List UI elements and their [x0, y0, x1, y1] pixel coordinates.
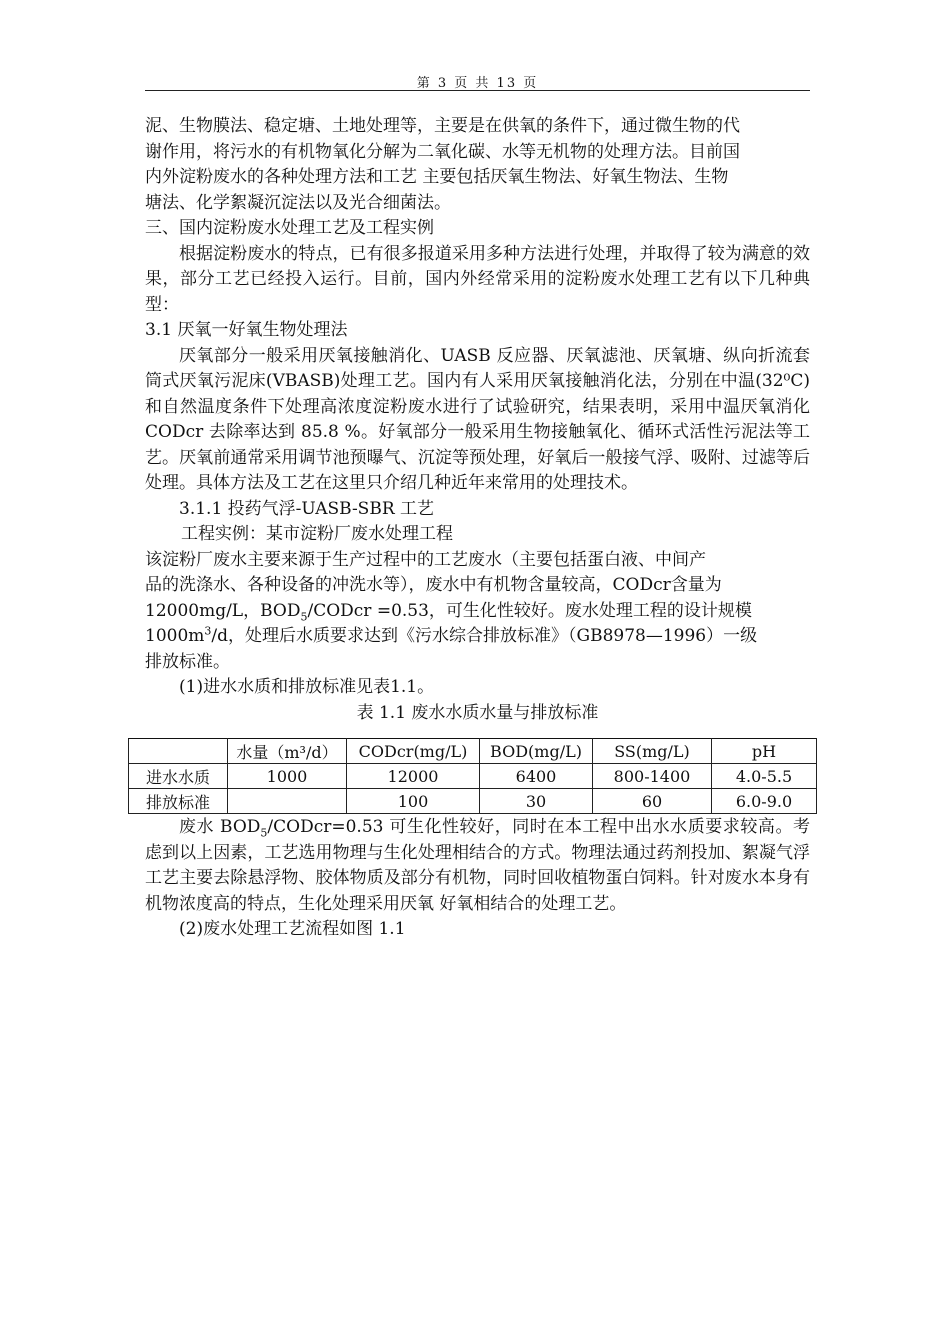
table-cell: 800-1400 [593, 764, 712, 789]
text-fragment: /d，处理后水质要求达到《污水综合排放标准》（GB8978—1996）一级 [211, 626, 758, 646]
paragraph-line [145, 599, 810, 625]
table-cell: 30 [480, 789, 593, 814]
superscript: 3 [204, 624, 212, 638]
water-quality-table [128, 738, 817, 814]
table-header-cell: CODcr(mg/L) [347, 739, 480, 764]
table-caption: 表 1.1 废水水质水量与排放标准 [356, 702, 599, 723]
document-body-continued [145, 815, 810, 943]
table-header-cell: SS(mg/L) [593, 739, 712, 764]
paragraph-line: 内外淀粉废水的各种处理方法和工艺 主要包括厌氧生物法、好氧生物法、生物 [145, 167, 729, 187]
table-cell: 12000 [347, 764, 480, 789]
subscript: 5 [300, 609, 308, 623]
table-cell: 1000 [228, 764, 347, 789]
subsection-heading: 3.1 厌氧一好氧生物处理法 [145, 320, 348, 340]
table-header-cell: pH [712, 739, 817, 764]
section-heading: 三、国内淀粉废水处理工艺及工程实例 [145, 218, 434, 238]
page-number-header: 第 3 页 共 13 页 [416, 76, 539, 91]
table-header-cell: BOD(mg/L) [480, 739, 593, 764]
paragraph-line: 塘法、化学絮凝沉淀法以及光合细菌法。 [145, 192, 451, 213]
table-cell: 100 [347, 789, 480, 814]
paragraph-line: 该淀粉厂废水主要来源于生产过程中的工艺废水（主要包括蛋白液、中间产 [145, 549, 706, 570]
paragraph: 厌氧部分一般采用厌氧接触消化、UASB 反应器、厌氧滤池、厌氧塘、纵向折流套筒式厌氧污泥床(VBASB)处理工艺。国内有人采用厌氧接触消化法，分别在中温(32⁰C)和自然温度条件下处理高浓度淀粉废水进行了试验研究，结果表明，采用中温厌氧消化CODcr 去除率达到 85.8 %。好氧部分一般采用生物接触氧化、循环式活性污泥法等工艺。厌氧前通常采用调节池预曝气、沉淀等预处理，好氧后一般接气浮、吸附、过滤等后处理。具体方法及工艺在这里只介绍几种近年来常用的处理技术。 [145, 345, 810, 493]
subsubsection-heading: 3.1.1 投药气浮-UASB-SBR 工艺 [179, 498, 435, 519]
table-cell: 60 [593, 789, 712, 814]
text-fragment: 废水 BOD [179, 817, 261, 837]
list-item: (2)废水处理工艺流程如图 1.1 [179, 919, 406, 939]
paragraph-line: 谢作用，将污水的有机物氧化分解为二氧化碳、水等无机物的处理方法。目前国 [145, 141, 740, 162]
paragraph-line [145, 624, 810, 650]
table-header-cell [129, 739, 228, 764]
table-cell: 4.0-5.5 [712, 764, 817, 789]
example-title: 工程实例：某市淀粉厂废水处理工程 [181, 524, 453, 544]
text-fragment: 12000mg/L，BOD [145, 600, 301, 621]
paragraph-line: 品的洗涤水、各种设备的冲洗水等），废水中有机物含量较高，CODcr含量为 [145, 575, 722, 595]
paragraph-line: 泥、生物膜法、稳定塘、土地处理等，主要是在供氧的条件下，通过微生物的代 [145, 116, 740, 136]
text-fragment: /CODcr=0.53 可生化性较好，同时在本工程中出水水质要求较高。考虑到以上因素，工艺选用物理与生化处理相结合的方式。物理法通过药剂投加、絮凝气浮工艺主要去除悬浮物、胶体物质及部分有机物，同时回收植物蛋白饲料。针对废水本身有机物浓度高的特点，生化处理采用厌氧 好氧相结合的处理工艺。 [145, 817, 810, 914]
table-row [129, 789, 817, 814]
paragraph: 根据淀粉废水的特点，已有很多报道采用多种方法进行处理，并取得了较为满意的效果，部分工艺已经投入运行。目前，国内外经常采用的淀粉废水处理工艺有以下几种典型： [145, 243, 810, 315]
table-cell: 进水水质 [129, 764, 228, 789]
paragraph [145, 815, 810, 917]
paragraph-line: 排放标准。 [145, 651, 230, 672]
list-item: (1)进水水质和排放标准见表1.1。 [179, 677, 435, 697]
text-fragment: 1000m [145, 626, 205, 646]
table-cell: 6400 [480, 764, 593, 789]
table-row [129, 764, 817, 789]
subscript: 5 [260, 826, 268, 840]
header-divider [145, 90, 810, 91]
table-cell: 6.0-9.0 [712, 789, 817, 814]
table-cell: 排放标准 [129, 789, 228, 814]
table-header-row [129, 739, 817, 764]
document-body [145, 114, 810, 726]
table-cell [228, 789, 347, 814]
table-header-cell: 水量（m³/d） [228, 739, 347, 764]
text-fragment: /CODcr =0.53，可生化性较好。废水处理工程的设计规模 [307, 600, 752, 621]
